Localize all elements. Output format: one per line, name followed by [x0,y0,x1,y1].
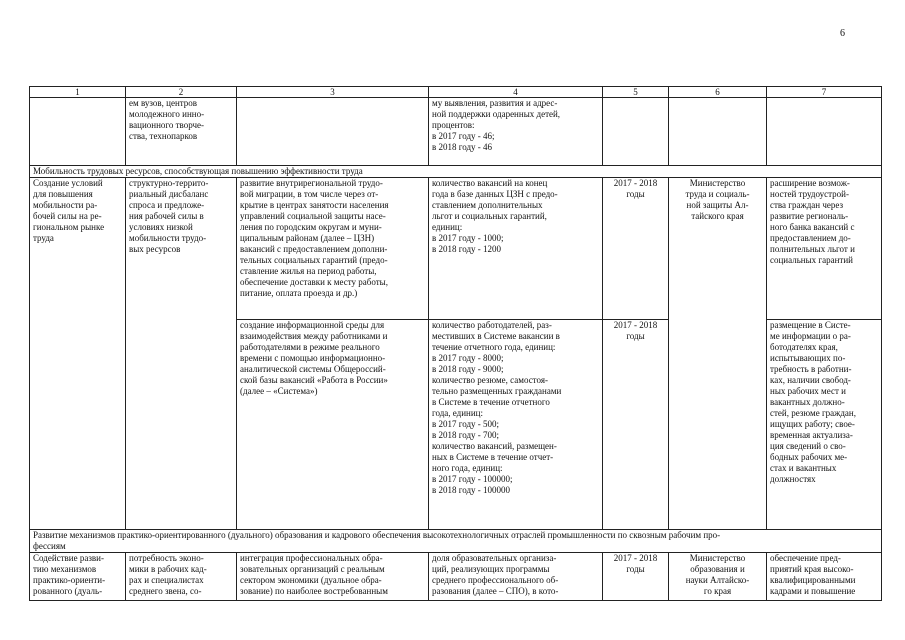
cell-line: труда и социаль- [685,189,750,199]
cell-line: стах и вакантных [770,463,837,473]
cell-line: ем вузов, центров [129,98,198,108]
cell-measure [237,98,429,166]
cell-line: квалифицированными [770,575,856,585]
cell-period [603,320,669,530]
cell-line: в 2018 году - 46 [432,142,493,152]
column-number: 7 [767,87,882,98]
cell-indicator [429,553,603,601]
cell-line: ищущих работу; свое- [770,419,855,429]
cell-line: бочей силы на ре- [33,211,102,221]
cell-line: испытывающих по- [770,353,846,363]
cell-line: интеграция профессиональных обра- [240,553,383,563]
cell-indicator [429,178,603,320]
cell-line: ция сведений о сво- [770,441,846,451]
cell-line: среднего звена, со- [129,586,202,596]
cell-line: го края [703,586,732,596]
cell-line: науки Алтайско- [685,575,750,585]
cell-line: Создание условий [33,178,103,188]
cell-line: обеспечение доставки к месту работы, [240,277,388,287]
cell-line: ства, технопарков [129,131,198,141]
cell-line: потребность эконо- [129,553,204,563]
cell-problem [126,178,237,530]
cell-line: в 2017 году - 46; [432,131,495,141]
cell-line: ления по городским округам и муни- [240,222,382,232]
cell-result [767,98,882,166]
column-number-row [30,87,882,98]
cell-line: количество вакансий на конец [432,178,548,188]
cell-period [603,98,669,166]
cell-line: 2017 - 2018 [613,553,658,563]
cell-line: в 2017 году - 500; [432,419,500,429]
section-title-mobility: Мобильность трудовых ресурсов, способствующая повышению эффективности труда [30,166,882,178]
cell-line: взаимодействия между работниками и [240,331,388,341]
cell-line: годы [626,564,645,574]
cell-indicator [429,98,603,166]
cell-line: вой миграции, в том числе через от- [240,189,379,199]
cell-line: приятий края высоко- [770,564,854,574]
cell-line: мобильности ра- [33,200,98,210]
cell-line: в 2018 году - 1200 [432,244,502,254]
cell-line: структурно-террито- [129,178,209,188]
cell-line: ного банка вакансий с [770,222,855,232]
cell-line: ства граждан через [770,200,844,210]
section-line: Развитие механизмов практико-ориентированного (дуального) образования и кадрового обеспечения высокотехнологичных отраслей промышленности по сквозным рабочим про- [33,530,721,540]
table-row-mobility-1 [30,178,882,320]
cell-line: работодателями в режиме реального [240,342,380,352]
cell-line: гиональном рынке [33,222,105,232]
cell-line: сектором экономики (дуальное обра- [240,575,382,585]
cell-task [30,98,126,166]
cell-period [603,553,669,601]
cell-line: Содействие разви- [33,553,104,563]
cell-line: ной поддержки одаренных детей, [432,109,561,119]
cell-line: годы [626,331,645,341]
column-number: 5 [603,87,669,98]
cell-line: рах и специалистах [129,575,204,585]
cell-line: зование) по наиболее востребованным [240,586,388,596]
cell-line: времени с помощью информационно- [240,353,386,363]
cell-line: в Системе в течение отчетного [432,397,550,407]
cell-line: труда [33,233,54,243]
cell-line: спроса и предложе- [129,200,205,210]
cell-line: тельно размещенных гражданами [432,386,562,396]
cell-line: создание информационной среды для [240,320,385,330]
cell-line: молодежного инно- [129,109,205,119]
cell-line: ской базы вакансий «Работа в России» [240,375,388,385]
cell-line: в 2017 году - 1000; [432,233,504,243]
cell-line: мики в рабочих кад- [129,564,207,574]
column-number: 6 [669,87,767,98]
cell-line: бодных рабочих ме- [770,452,848,462]
cell-line: года, единиц: [432,408,484,418]
cell-line: ципальным районам (далее – ЦЗН) [240,233,375,243]
cell-line: образования и [690,564,745,574]
cell-line: социальных гарантий [770,255,853,265]
cell-line: ния рабочей силы в [129,211,204,221]
cell-executor [669,553,767,601]
cell-line: развитие внутрирегиональной трудо- [240,178,383,188]
cell-line: питание, оплата проезда и др.) [240,288,358,298]
cell-line: единиц: [432,222,463,232]
cell-result [767,178,882,320]
cell-line: развитие региональ- [770,211,849,221]
cell-task [30,553,126,601]
cell-line: вакантных должно- [770,397,845,407]
cell-line: полнительных льгот и [770,244,855,254]
cell-executor [669,178,767,530]
cell-line: расширение возмож- [770,178,850,188]
section-row [30,530,882,553]
table-row-continuation [30,98,882,166]
cell-line: вационного творче- [129,120,205,130]
cell-line: ного года, единиц: [432,463,503,473]
cell-result [767,320,882,530]
section-line: фессиям [33,541,66,551]
cell-line: ных в Системе в течение отчет- [432,452,554,462]
cell-measure [237,178,429,320]
cell-line: 2017 - 2018 [613,320,658,330]
cell-line: в 2017 году - 8000; [432,353,504,363]
section-row [30,166,882,178]
cell-line: временная актуализа- [770,430,853,440]
cell-line: ций, реализующих программы [432,564,550,574]
cell-line: процентов: [432,120,475,130]
cell-line: доля образовательных организа- [432,553,557,563]
cell-line: в 2018 году - 100000 [432,485,511,495]
cell-line: ных рабочих мест и [770,386,846,396]
cell-line: ках, наличии свобод- [770,375,851,385]
cell-line: годы [626,189,645,199]
column-number: 3 [237,87,429,98]
cell-line: течение отчетного года, единиц: [432,342,556,352]
cell-line: му выявления, развития и адрес- [432,98,558,108]
cell-line: крытие в центрах занятости населения [240,200,389,210]
cell-line: ботодателях края, [770,342,838,352]
cell-line: вакансий с предоставлением дополни- [240,244,388,254]
cell-line: количество работодателей, раз- [432,320,552,330]
cell-problem [126,553,237,601]
cell-line: ставлением дополнительных [432,200,543,210]
cell-line: риальный дисбаланс [129,189,209,199]
cell-line: количество резюме, самостоя- [432,375,548,385]
cell-line: аналитической системы Общероссий- [240,364,386,374]
cell-line: тайского края [691,211,744,221]
cell-line: в 2018 году - 700; [432,430,500,440]
cell-line: стей, резюме граждан, [770,408,856,418]
table-row-dual [30,553,882,601]
cell-line: ностей трудоустрой- [770,189,849,199]
cell-line: местивших в Системе вакансии в [432,331,560,341]
cell-line: предоставлением до- [770,233,851,243]
cell-line: разования (далее – СПО), в кото- [432,586,559,596]
cell-line: ставление жилья на период работы, [240,266,377,276]
cell-measure [237,553,429,601]
cell-line: тию механизмов [33,564,97,574]
column-number: 4 [429,87,603,98]
column-number: 2 [126,87,237,98]
cell-line: среднего профессионального об- [432,575,559,585]
cell-result [767,553,882,601]
cell-executor [669,98,767,166]
cell-line: размещение в Систе- [770,320,851,330]
plan-table [29,86,882,601]
cell-task [30,178,126,530]
cell-problem [126,98,237,166]
cell-line: тельных социальных гарантий (предо- [240,255,388,265]
cell-line: (далее – «Система») [240,386,318,396]
cell-line: рованного (дуаль- [33,586,103,596]
cell-line: кадрами и повышение [770,586,856,596]
cell-line: зовательных организаций с реальным [240,564,385,574]
cell-line: управлений социальной защиты насе- [240,211,386,221]
cell-line: льгот и социальных гарантий, [432,211,547,221]
cell-line: ной защиты Ал- [686,200,749,210]
cell-line: обеспечение пред- [770,553,841,563]
cell-line: практико-ориенти- [33,575,106,585]
cell-line: в 2017 году - 100000; [432,474,513,484]
cell-line: 2017 - 2018 [613,178,658,188]
cell-line: требность в работни- [770,364,852,374]
cell-line: вых ресурсов [129,244,181,254]
cell-line: в 2018 году - 9000; [432,364,504,374]
cell-measure [237,320,429,530]
cell-line: количество вакансий, размещен- [432,441,557,451]
cell-line: Министерство [689,178,746,188]
cell-line: ме информации о ра- [770,331,851,341]
cell-line: мобильности трудо- [129,233,207,243]
cell-line: Министерство [689,553,746,563]
column-number: 1 [30,87,126,98]
page-number: 6 [840,28,845,39]
cell-line: условиях низкой [129,222,193,232]
cell-indicator [429,320,603,530]
cell-line: должностях [770,474,816,484]
section-title-dual-education [30,530,882,553]
cell-period [603,178,669,320]
cell-line: года в базе данных ЦЗН с предо- [432,189,558,199]
cell-line: для повышения [33,189,93,199]
